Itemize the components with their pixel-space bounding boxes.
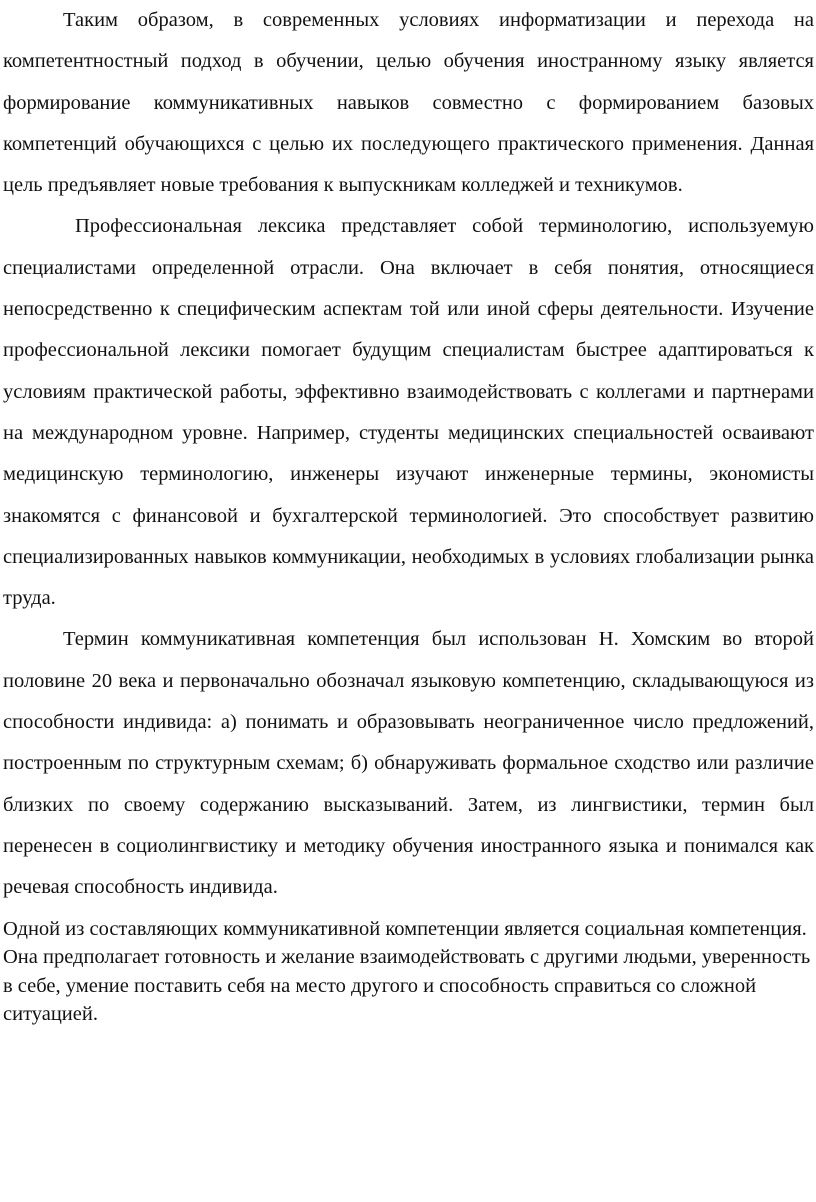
paragraph-social-competence: Одной из составляющих коммуникативной компетенции является социальная компетенция. Она предполагает готовность и желание взаимодействовать с другими людьми, уверенность в себе, умение поставить себя на место другого и способность справиться со сложной ситуацией. [3, 917, 811, 1026]
paragraph-professional-vocabulary: Профессиональная лексика представляет собой терминологию, используемую специалистами определенной отрасли. Она включает в себя понятия, относящиеся непосредственно к специфическим аспектам той или иной сферы деятельности. Изучение профессиональной лексики помогает будущим специалистам быстрее адаптироваться к условиям практической работы, эффективно взаимодействовать с коллегами и партнерами на международном уровне. Например, студенты медицинских специальностей осваивают медицинскую терминологию, инженеры изучают инженерные термины, экономисты знакомятся с финансовой и бухгалтерской терминологией. Это способствует развитию специализированных навыков коммуникации, необходимых в условиях глобализации рынка труда. [3, 215, 814, 610]
paragraph-informatization: Таким образом, в современных условиях информатизации и перехода на компетентностный подход в обучении, целью обучения иностранному языку является формирование коммуникативных навыков совместно с формированием базовых компетенций обучающихся с целью их последующего практического применения. Данная цель предъявляет новые требования к выпускникам колледжей и техникумов. [3, 9, 814, 197]
paragraph-communicative-competence: Термин коммуникативная компетенция был использован Н. Хомским во второй половине 20 века и первоначально обозначал языковую компетенцию, складывающуюся из способности индивида: а) понимать и образовывать неограниченное число предложений, построенным по структурным схемам; б) обнаруживать формальное сходство или различие близких по своему содержанию высказываний. Затем, из лингвистики, термин был перенесен в социолингвистику и методику обучения иностранного языка и понимался как речевая способность индивида. [3, 628, 814, 899]
